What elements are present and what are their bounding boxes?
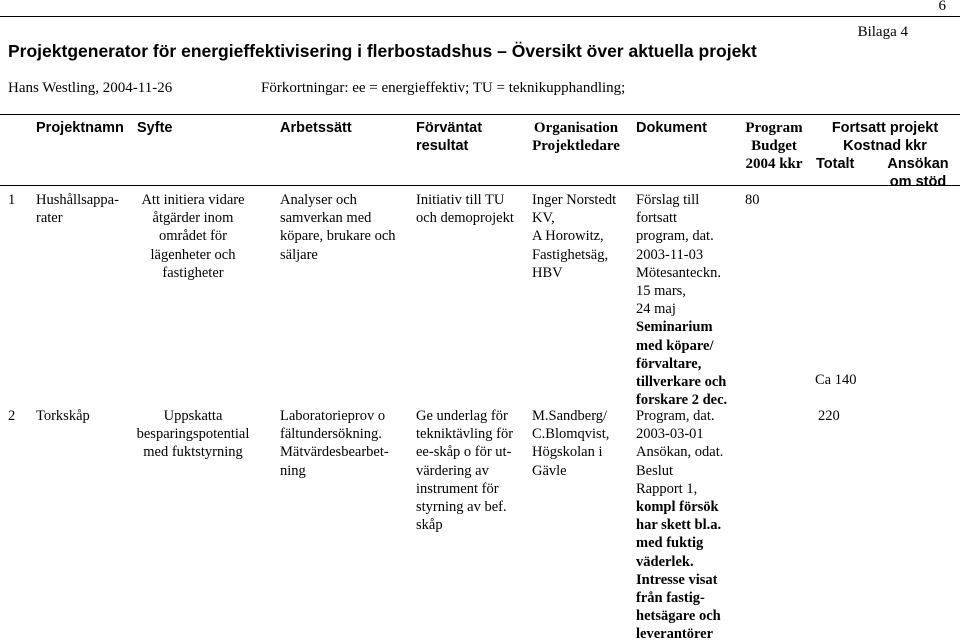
resultat-line: skåp bbox=[416, 517, 443, 534]
header-fortsatt-line2: Kostnad kkr bbox=[843, 138, 927, 155]
organisation-line: HBV bbox=[532, 264, 563, 281]
header-program-line1: Program bbox=[745, 120, 803, 136]
header-program-line2: Budget bbox=[751, 138, 797, 155]
dokument-line: Program, dat. bbox=[636, 408, 715, 424]
row1-budget: 80 bbox=[745, 192, 760, 208]
dokument-line: forskare 2 dec. bbox=[636, 392, 728, 409]
header-fortsatt-line1: Fortsatt projekt bbox=[831, 120, 939, 136]
header-rule bbox=[0, 16, 960, 17]
dokument-line: program, dat. bbox=[636, 228, 714, 245]
row2-resultat bbox=[416, 407, 513, 534]
document-title: Projektgenerator för energieffektivisering i flerbostadshus – Översikt över aktuella projekt bbox=[8, 41, 757, 61]
syfte-line: fastigheter bbox=[162, 264, 224, 281]
dokument-line: Rapport 1, bbox=[636, 480, 698, 497]
row2-dokument bbox=[636, 407, 723, 644]
dokument-line: väderlek. bbox=[636, 553, 694, 570]
header-organisation bbox=[526, 119, 626, 155]
arbetssatt-line: Analyser och bbox=[280, 192, 357, 208]
header-forvantat-resultat bbox=[416, 119, 482, 155]
arbetssatt-line: köpare, brukare och bbox=[280, 228, 396, 245]
header-forvantat-line1: Förväntat bbox=[416, 120, 483, 136]
dokument-line: Ansökan, odat. bbox=[636, 444, 724, 461]
row1-dokument bbox=[636, 191, 727, 409]
table-header-rule bbox=[0, 185, 960, 186]
header-ansokan-line2: om stöd bbox=[889, 174, 947, 191]
organisation-line: Fastighetsäg, bbox=[532, 246, 609, 263]
name-line: Torkskåp bbox=[36, 408, 90, 424]
dokument-line: Intresse visat bbox=[636, 571, 718, 588]
header-syfte: Syfte bbox=[137, 120, 173, 136]
row2-projektnamn bbox=[36, 407, 90, 425]
name-line: rater bbox=[36, 210, 63, 227]
dokument-line: hetsägare och bbox=[636, 608, 721, 625]
dokument-line: fortsatt bbox=[636, 210, 678, 227]
organisation-line: A Horowitz, bbox=[532, 228, 604, 245]
organisation-line: Högskolan i bbox=[532, 444, 603, 461]
resultat-line: ee-skåp o för ut- bbox=[416, 444, 512, 461]
arbetssatt-line: Mätvärdesbearbet- bbox=[280, 444, 389, 461]
dokument-line: från fastig- bbox=[636, 590, 705, 607]
row1-arbetssatt bbox=[280, 191, 396, 264]
syfte-line: med fuktstyrning bbox=[143, 444, 243, 461]
header-forvantat-line2: resultat bbox=[416, 138, 469, 155]
dokument-line: 2003-11-03 bbox=[636, 246, 704, 263]
table-top-rule bbox=[0, 114, 960, 115]
arbetssatt-line: samverkan med bbox=[280, 210, 372, 227]
arbetssatt-line: ning bbox=[280, 462, 306, 479]
dokument-line: Förslag till bbox=[636, 192, 700, 208]
header-program bbox=[738, 119, 810, 174]
resultat-line: och demoprojekt bbox=[416, 210, 514, 227]
dokument-line: tillverkare och bbox=[636, 374, 727, 391]
row2-totalt: 220 bbox=[818, 408, 840, 424]
organisation-line: C.Blomqvist, bbox=[532, 426, 610, 443]
syfte-line: Att initiera vidare bbox=[141, 192, 245, 208]
resultat-line: instrument för bbox=[416, 480, 499, 497]
dokument-line: 24 maj bbox=[636, 301, 676, 318]
syfte-line: besparingspotential bbox=[136, 426, 250, 443]
header-dokument: Dokument bbox=[636, 120, 707, 136]
page-number: 6 bbox=[938, 0, 946, 14]
resultat-line: värdering av bbox=[416, 462, 489, 479]
header-organisation-line1: Organisation bbox=[533, 120, 619, 136]
dokument-line: har skett bl.a. bbox=[636, 517, 722, 534]
arbetssatt-line: säljare bbox=[280, 246, 318, 263]
row2-organisation bbox=[532, 407, 609, 480]
dokument-line: 2003-03-01 bbox=[636, 426, 704, 443]
header-fortsatt bbox=[810, 119, 960, 155]
row1-number: 1 bbox=[8, 192, 16, 208]
header-projektnamn: Projektnamn bbox=[36, 120, 124, 136]
resultat-line: tekniktävling för bbox=[416, 426, 514, 443]
dokument-line: 15 mars, bbox=[636, 283, 686, 300]
organisation-line: KV, bbox=[532, 210, 555, 227]
dokument-line: Beslut bbox=[636, 462, 674, 479]
organisation-line: Gävle bbox=[532, 462, 567, 479]
header-program-line3: 2004 kkr bbox=[745, 156, 803, 173]
row1-projektnamn bbox=[36, 191, 119, 227]
row1-resultat bbox=[416, 191, 514, 227]
header-ansokan-line1: Ansökan bbox=[887, 156, 949, 172]
header-totalt: Totalt bbox=[816, 156, 855, 172]
header-organisation-line2: Projektledare bbox=[532, 138, 620, 155]
row2-syfte bbox=[118, 407, 268, 462]
dokument-line: leverantörer bbox=[636, 626, 714, 643]
abbreviations: Förkortningar: ee = energieffektiv; TU = teknikupphandling; bbox=[261, 80, 626, 96]
syfte-line: lägenheter och bbox=[150, 246, 236, 263]
organisation-line: M.Sandberg/ bbox=[532, 408, 608, 424]
resultat-line: Ge underlag för bbox=[416, 408, 508, 424]
header-arbetssatt: Arbetssätt bbox=[280, 120, 352, 136]
organisation-line: Inger Norstedt bbox=[532, 192, 617, 208]
dokument-line: förvaltare, bbox=[636, 355, 702, 372]
row2-arbetssatt bbox=[280, 407, 389, 480]
dokument-line: Mötesanteckn. bbox=[636, 264, 721, 281]
dokument-line: med fuktig bbox=[636, 535, 704, 552]
attachment-label: Bilaga 4 bbox=[857, 24, 908, 40]
syfte-line: området för bbox=[158, 228, 228, 245]
author-date: Hans Westling, 2004-11-26 bbox=[8, 80, 173, 96]
syfte-line: Uppskatta bbox=[163, 408, 223, 424]
arbetssatt-line: fältundersökning. bbox=[280, 426, 382, 443]
row1-syfte bbox=[118, 191, 268, 282]
row1-organisation bbox=[532, 191, 616, 282]
resultat-line: Initiativ till TU bbox=[416, 192, 505, 208]
row1-totalt: Ca 140 bbox=[815, 372, 857, 388]
dokument-line: Seminarium bbox=[636, 319, 713, 336]
syfte-line: åtgärder inom bbox=[152, 210, 234, 227]
dokument-line: med köpare/ bbox=[636, 337, 714, 354]
name-line: Hushållsappa- bbox=[36, 192, 119, 208]
resultat-line: styrning av bef. bbox=[416, 499, 507, 516]
dokument-line: kompl försök bbox=[636, 499, 719, 516]
arbetssatt-line: Laboratorieprov o bbox=[280, 408, 386, 424]
row2-number: 2 bbox=[8, 408, 16, 424]
